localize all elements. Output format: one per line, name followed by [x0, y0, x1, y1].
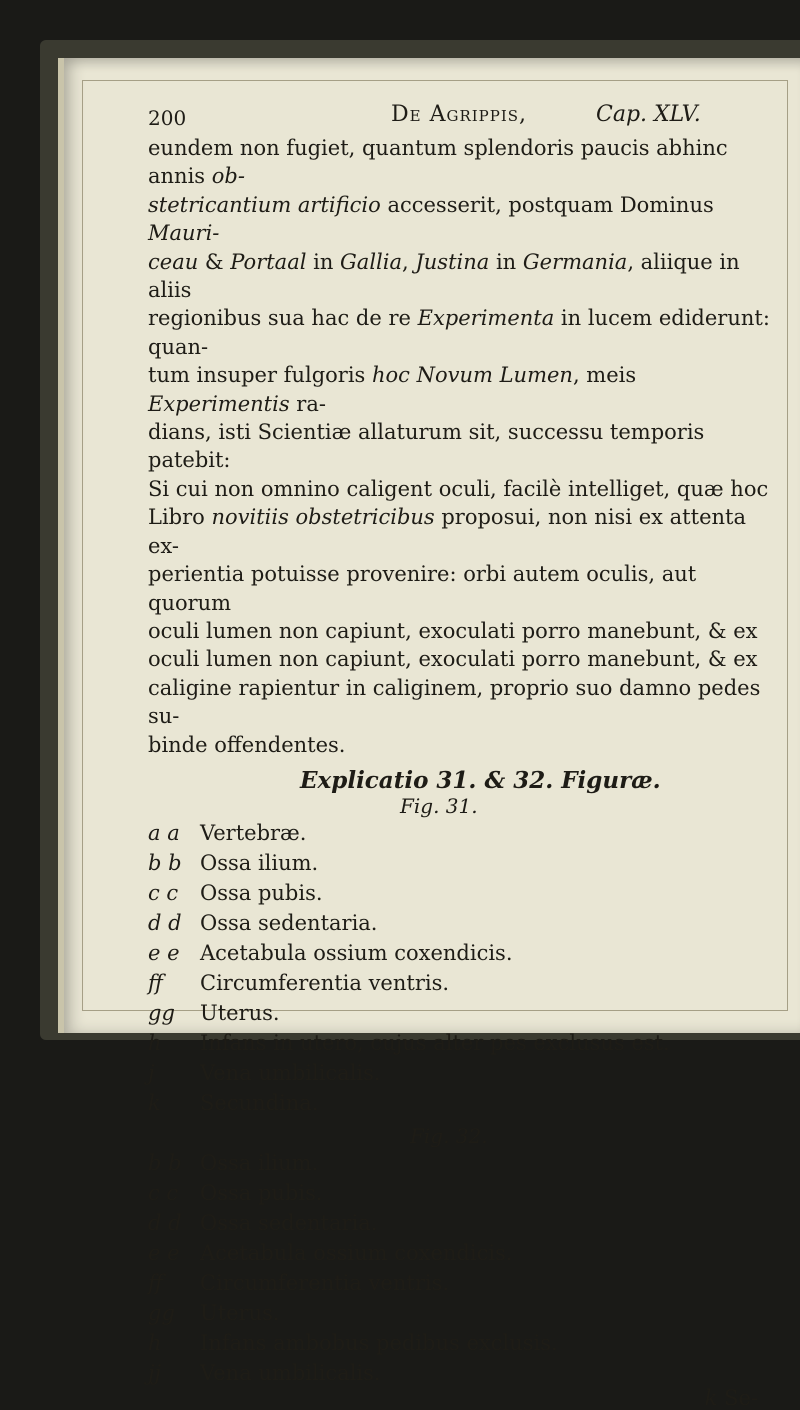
legend-text: Vena umbilicalis. — [200, 1060, 381, 1085]
legend-item — [148, 1028, 778, 1058]
legend-item — [148, 1088, 778, 1118]
legend-key: h — [148, 1330, 162, 1355]
paragraph-run: proposui, non nisi ex attenta ex- — [148, 505, 746, 558]
paragraph-run: dians, isti Scientiæ allaturum sit, successu temporis patebit: — [148, 420, 705, 473]
legend-key: ff — [148, 970, 163, 995]
legend-key: h — [148, 1030, 162, 1055]
paragraph-run: Si cui non omnino caligent oculi, facilè intelliget, quæ hoc — [148, 476, 769, 501]
paragraph-run: caligine rapientur in caliginem, proprio suo damno pedes su- — [148, 675, 761, 729]
catchword-text: Se- — [724, 1385, 758, 1410]
legend-item — [148, 1268, 778, 1298]
legend-key: jj — [148, 1360, 162, 1385]
legend-item — [148, 818, 778, 848]
legend-key: ff — [148, 1270, 163, 1295]
paragraph-run: , — [402, 249, 416, 274]
legend-text: Circumferentia ventris. — [200, 970, 450, 995]
legend-item — [148, 1148, 778, 1178]
explanation-caption: Explicatio 31. & 32. Figuræ. — [300, 766, 661, 794]
legend-item — [148, 848, 778, 878]
paragraph-run: Germania — [522, 249, 628, 274]
paragraph-run: Experimenta — [417, 306, 555, 331]
paragraph-run: novitiis obstetricibus — [211, 505, 435, 530]
legend-item — [148, 1058, 778, 1088]
legend-item — [148, 1208, 778, 1238]
legend-text: Acetabula ossium coxendicis. — [200, 1240, 513, 1265]
legend-text: Uterus. — [200, 1000, 280, 1025]
catchword — [148, 1386, 758, 1410]
paragraph-run: in — [489, 249, 523, 274]
legend-text: Ossa sedentaria. — [200, 1210, 378, 1235]
paragraph-run: Portaal — [230, 249, 307, 274]
legend-key: e e — [148, 1240, 180, 1265]
paragraph-run: , meis — [572, 363, 637, 388]
paragraph-run: in — [306, 249, 341, 274]
legend-item — [148, 938, 778, 968]
paragraph-run: Libro — [148, 505, 212, 530]
legend-key: d d — [148, 910, 182, 935]
paragraph-run: tum insuper fulgoris — [148, 363, 372, 388]
paragraph-run: Justina — [415, 249, 490, 274]
legend-key: b b — [148, 850, 182, 875]
paragraph-run: , aliique in aliis — [148, 249, 740, 303]
legend-item — [148, 968, 778, 998]
legend-text: Circumferentia ventris. — [200, 1270, 450, 1295]
page-content — [148, 100, 778, 1410]
legend-key: d d — [148, 1210, 182, 1235]
legend-text: Uterus. — [200, 1300, 280, 1325]
legend-text: Ossa pubis. — [200, 880, 323, 905]
legend-item — [148, 878, 778, 908]
legend-item — [148, 1358, 778, 1388]
legend-text: Vertebræ. — [200, 820, 307, 845]
chapter-label: Cap. XLV. — [596, 102, 701, 127]
catchword-key: k — [704, 1385, 718, 1410]
legend-text: Ossa ilium. — [200, 850, 319, 875]
page-number: 200 — [148, 106, 187, 130]
legend-item — [148, 1328, 778, 1358]
legend-text: Acetabula ossium coxendicis. — [200, 940, 513, 965]
legend-item — [148, 908, 778, 938]
legend-key: c c — [148, 880, 179, 905]
figure-32-legend — [148, 1148, 778, 1388]
paragraph-run: ra- — [289, 391, 326, 416]
legend-key: b b — [148, 1150, 182, 1175]
legend-key: k — [148, 1090, 161, 1115]
legend-item — [148, 1298, 778, 1328]
legend-item — [148, 998, 778, 1028]
paragraph-run: perientia potuisse provenire: orbi autem oculis, aut quorum — [148, 562, 697, 615]
paragraph-run: in lucem ediderunt: quan- — [148, 306, 770, 359]
paragraph-run: oculi lumen non capiunt, exoculati porro manebunt, & ex — [148, 647, 758, 672]
paragraph-run: Experimentis — [148, 391, 290, 416]
legend-item — [148, 1238, 778, 1268]
paragraph-run: regionibus sua hac de re — [148, 306, 418, 331]
legend-text: Ossa sedentaria. — [200, 910, 378, 935]
paragraph-run: accesserit, postquam Dominus — [380, 192, 714, 217]
legend-text: Ossa ilium. — [200, 1150, 319, 1175]
legend-key: e e — [148, 940, 180, 965]
paragraph-run: binde offendentes. — [148, 732, 346, 757]
body-paragraph — [148, 134, 778, 759]
figure-32-title: Fig. 32. — [410, 1123, 488, 1148]
figure-31-legend — [148, 818, 778, 1118]
paragraph-run: ceau — [148, 249, 199, 274]
legend-key: c c — [148, 1180, 179, 1205]
paragraph-run: stetricantium artificio — [148, 192, 381, 217]
paragraph-run: Mauri- — [148, 221, 220, 246]
paragraph-run: hoc Novum Lumen — [372, 363, 573, 388]
legend-text: Ossa pubis. — [200, 1180, 323, 1205]
paragraph-run: eundem non fugiet, quantum splendoris paucis abhinc annis — [148, 136, 728, 189]
paragraph-run: & — [198, 249, 231, 274]
paragraph-run: Gallia — [340, 249, 402, 274]
legend-key: j — [148, 1060, 155, 1085]
figure-31-title: Fig. 31. — [400, 793, 478, 818]
paragraph-run: ob- — [211, 164, 245, 189]
legend-key: gg — [148, 1000, 175, 1025]
page-header — [148, 100, 778, 134]
legend-text: Secundina. — [200, 1090, 319, 1115]
legend-key: a a — [148, 820, 180, 845]
legend-text: Infans in utero, cujus alter pes exclusus est. — [200, 1030, 670, 1055]
legend-text: Vena umbilicalis. — [200, 1360, 381, 1385]
running-title: De Agrippis, — [391, 102, 528, 127]
legend-key: gg — [148, 1300, 175, 1325]
legend-item — [148, 1178, 778, 1208]
legend-text: Infans ambobus pedibus exclusis. — [200, 1330, 558, 1355]
paragraph-run: oculi lumen non capiunt, exoculati porro manebunt, & ex — [148, 618, 758, 643]
